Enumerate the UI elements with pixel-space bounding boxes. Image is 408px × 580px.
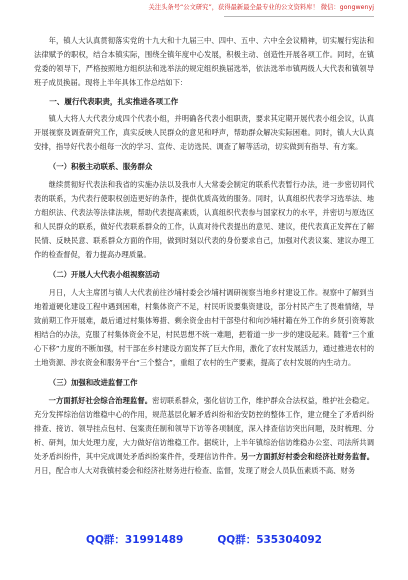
section-1-paragraph: 镇人大将人大代表分成四个代表小组，并明确各代表小组职责，要求其定期开展代表小组会议，认真开展视察及调查研究工作，真实反映人民群众的意见和呼声，帮助群众解决实际困难。同时，镇人大认真安排，指导好代表小组每一次的学习、宣传、走访选民、调查了解等活动，切实做到有指导、有方案。 (34, 113, 374, 151)
subsection-3-text-1: 密切联系群众，强化信访工作，维护群众合法权益，维护社会稳定。充分发挥综治信访维稳中心的作用，规范基层化解矛盾纠纷和治安防控的整体工作，建立健全了矛盾纠纷排查、接访、领导挂点包村、包案责任制和领导下访等各项制度，深入排查信访突出问题，及时梳理、分析、研判，加大处理力度，大力做好信访维稳工作。据统计，上半年镇综治信访维稳办公室、司法所共调处矛盾纠纷件，其中完成调处矛盾纠纷案件件，受理信访件件。 (34, 395, 375, 461)
subsection-3-lead-1: 一方面抓好社会综合治理监督。 (48, 395, 153, 405)
subsection-heading-1: （一）积极主动联系、服务群众 (48, 161, 153, 171)
page-footer (0, 532, 408, 547)
page-header (34, 4, 374, 17)
subsection-2-paragraph: 月日，人大主席团与镇人大代表前往沙埔村委会沙埔村调研视察当地乡村建设工作。视察中了解到当地着道硬化建设工程中遇到困难，村集体资产不足，村民听说要集资建设，部分村民产生了畏难情绪，导致前期工作开展难，最后通过村集体筹措、剩余资金由村干部垫付和向沙埔村籍在外工作的乡贤引资筹款相结合的办法，克服了村集体资金不足，村民思想不统一难题，把着道一步一步的建设起来。随着“三个重心下移”力度的不断加强，村干部在乡村建设方面发挥了巨大作用，激化了农村发展活力，通过推进农村的土地资源、涉农资金和服务平台“三个整合”，重组了农村的生产要素，提高了农村发展的内生动力。 (34, 287, 374, 367)
section-heading-1: 一、履行代表职责，扎实推进各项工作 (49, 96, 179, 106)
intro-paragraph: 年，镇人大认真贯彻落实党的十九大和十九届三中、四中、五中、六中全会议精神，切实履行宪法和法律赋予的职权，结合本镇实际，围绕全镇年度中心发展，积极主动、创造性开展各项工作。同时，在镇党委的领导下，严格按照地方组织法和选举法的规定组织换届选举，依法选举市镇两级人大代表和镇领导班子成员换届。现将上半年具体工作总结如下： (34, 35, 374, 87)
subsection-heading-2: （二）开展人大代表小组视察活动 (48, 269, 160, 279)
header-divider (224, 16, 374, 17)
footer-qq-group-2: QQ群：535304092 (217, 534, 322, 546)
footer-qq-group-1: QQ群：31991489 (86, 534, 184, 546)
subsection-3-paragraph (34, 394, 374, 478)
subsection-heading-3: （三）加强和改进监督工作 (48, 377, 138, 387)
header-promo-text: 关注头条号“公文研究”，获得最新最全最专业的公文资料库！ 微信：gongwenyj (148, 4, 374, 11)
subsection-3-lead-2: 另一方面抓好村委会和经济社财务监督。 (241, 451, 374, 461)
subsection-1-paragraph: 继续贯彻好代表法和我省的实施办法以及我市人大常委会制定的联系代表暂行办法，进一步密切同代表的联系，为代表行使职权创造更好的条件，提供优质高效的服务。同时，认真组织代表学习选举法、地方组织法、代表法等法律法规，帮助代表提高素质，认真组织代表参与国家权力的水平，并密切与原选区和人民群众的联系，做好代表联系群众的工作，认真对待代表提出的意见、建议，使代表真正发挥在了解民情、反映民意、联系群众方面的作用，做到时刻以代表的身份要求自己，加强对代表议案、建议办理工作的检查督促，着力提高办理质量。 (34, 179, 374, 259)
subsection-3-text-2: 月日，配合市人大对我镇村委会和经济社财务进行检查、监督，发现了财会人员队伍素质不高、财务 (34, 465, 356, 475)
